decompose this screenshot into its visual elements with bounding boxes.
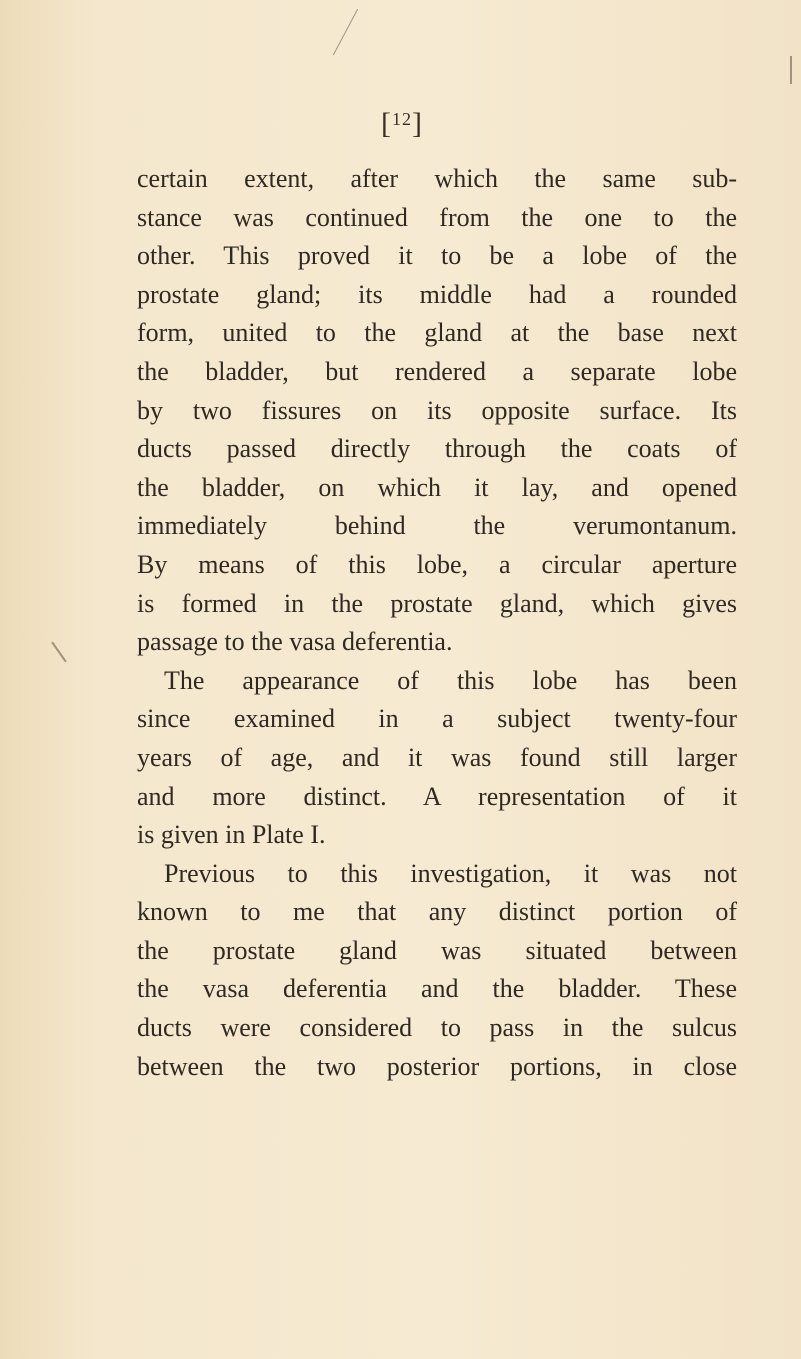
text-line: is formed in the prostate gland, which gives xyxy=(137,588,737,618)
page-number-left-bracket: [ xyxy=(381,107,392,140)
text-line: known to me that any distinct portion of xyxy=(137,897,737,927)
page-number-right-bracket: ] xyxy=(412,107,423,140)
text-line: passage to the vasa deferentia. xyxy=(137,627,453,657)
text-line: years of age, and it was found still larger xyxy=(137,742,737,772)
text-line: the bladder, but rendered a separate lobe xyxy=(137,356,737,386)
page-number-value: 12 xyxy=(392,109,412,129)
text-line: Previous to this investigation, it was not xyxy=(164,858,737,888)
text-line: The appearance of this lobe has been xyxy=(164,665,737,695)
paper-blemish xyxy=(333,9,358,55)
text-line: between the two posterior portions, in close xyxy=(137,1051,737,1081)
text-line: form, united to the gland at the base next xyxy=(137,318,737,348)
text-line: the prostate gland was situated between xyxy=(137,935,737,965)
text-line: ducts passed directly through the coats of xyxy=(137,434,737,464)
text-line: By means of this lobe, a circular aperture xyxy=(137,549,737,579)
paper-blemish xyxy=(51,642,66,663)
text-line: stance was continued from the one to the xyxy=(137,202,737,232)
text-line: since examined in a subject twenty-four xyxy=(137,704,737,734)
text-line: ducts were considered to pass in the sulcus xyxy=(137,1013,737,1043)
page-number xyxy=(372,107,432,141)
text-line: certain extent, after which the same sub- xyxy=(137,164,737,193)
text-line: other. This proved it to be a lobe of the xyxy=(137,241,737,271)
text-line: immediately behind the verumontanum. xyxy=(137,511,737,541)
text-line: the bladder, on which it lay, and opened xyxy=(137,472,737,502)
paper-blemish xyxy=(790,56,792,84)
text-line: is given in Plate I. xyxy=(137,820,326,850)
text-line: prostate gland; its middle had a rounded xyxy=(137,279,737,309)
body-text xyxy=(137,160,737,1086)
text-line: the vasa deferentia and the bladder. These xyxy=(137,974,737,1004)
text-line: by two fissures on its opposite surface. Its xyxy=(137,395,737,425)
text-line: and more distinct. A representation of it xyxy=(137,781,737,811)
